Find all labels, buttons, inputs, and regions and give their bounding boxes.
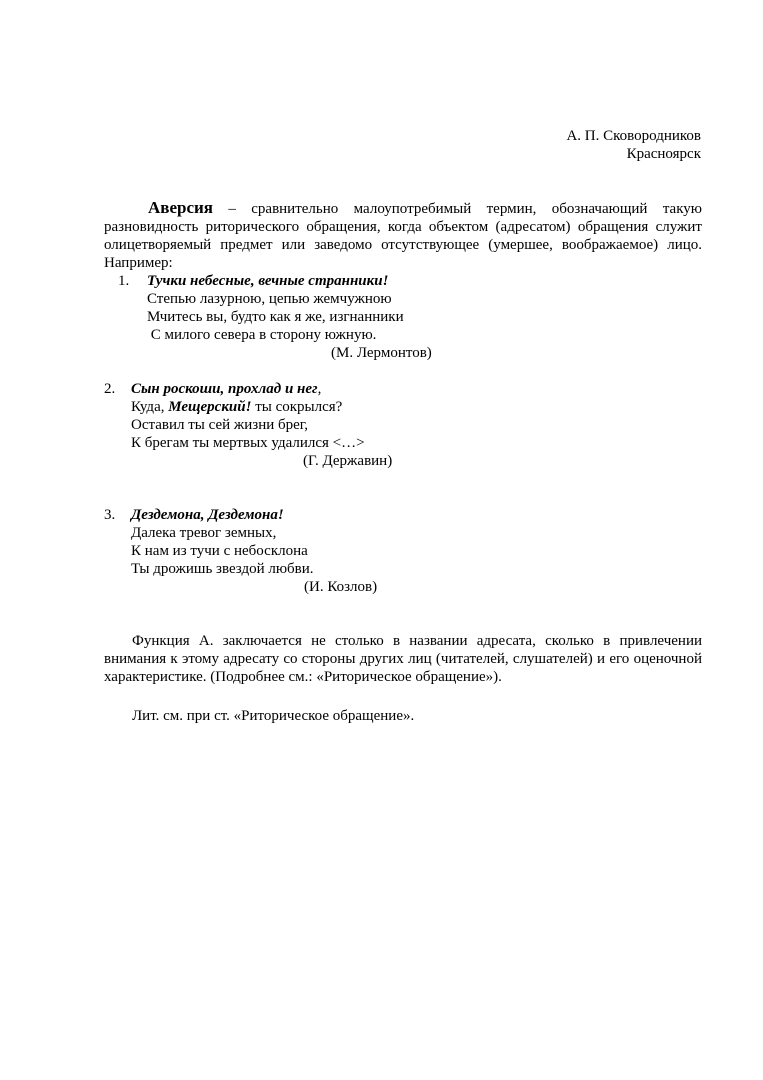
intro-paragraph [104, 199, 702, 272]
example-1-number: 1. [118, 273, 130, 289]
term-title: Аверсия [148, 198, 213, 217]
literature-reference: Лит. см. при ст. «Риторическое обращение». [132, 708, 415, 724]
author-name: А. П. Сковородников [566, 128, 701, 144]
example-2-first-line-bold: Сын роскоши, прохлад и нег [131, 381, 318, 397]
example-2-second-line-pre: Куда, [131, 399, 169, 415]
example-1-source: (М. Лермонтов) [331, 345, 432, 361]
example-2-line: К брегам ты мертвых удалился <…> [131, 435, 365, 451]
example-2-second-line [131, 398, 342, 416]
intro-text: – сравнительно малоупотребимый термин, обозначающий такую разновидность риторического обращения, когда объектом (адресатом) обращения служит олицетворяемый предмет или заведомо отсутствующее (умершее, воображаемое) лицо. Например: [104, 201, 702, 271]
function-paragraph: Функция А. заключается не столько в названии адресата, сколько в привлечении внимания к этому адресату со стороны других лиц (читателей, слушателей) и его оценочной характеристике. (Подробнее см.: «Риторическое обращение»). [104, 633, 702, 685]
example-2-second-line-post: ты сокрылся? [251, 399, 343, 415]
example-3-source: (И. Козлов) [304, 579, 378, 595]
example-3-number: 3. [104, 507, 116, 523]
example-3-line: Далека тревог земных, [131, 525, 277, 541]
example-1-line: Мчитесь вы, будто как я же, изгнанники [147, 309, 404, 325]
example-2-first-line-rest: , [317, 381, 322, 397]
example-1-first-line: Тучки небесные, вечные странники! [147, 273, 389, 289]
example-2-number: 2. [104, 381, 116, 397]
example-3-line: К нам из тучи с небосклона [131, 543, 308, 559]
example-1-line: С милого севера в сторону южную. [147, 327, 377, 343]
example-2-second-line-bold: Мещерский! [168, 399, 252, 415]
example-1-line: Степью лазурною, цепью жемчужною [147, 291, 392, 307]
example-2-source: (Г. Державин) [303, 453, 393, 469]
author-city: Красноярск [626, 146, 701, 162]
example-3-line: Ты дрожишь звездой любви. [131, 561, 314, 577]
example-2-line: Оставил ты сей жизни брег, [131, 417, 309, 433]
example-3-first-line: Дездемона, Дездемона! [131, 507, 284, 523]
example-2-first-line [131, 380, 321, 398]
